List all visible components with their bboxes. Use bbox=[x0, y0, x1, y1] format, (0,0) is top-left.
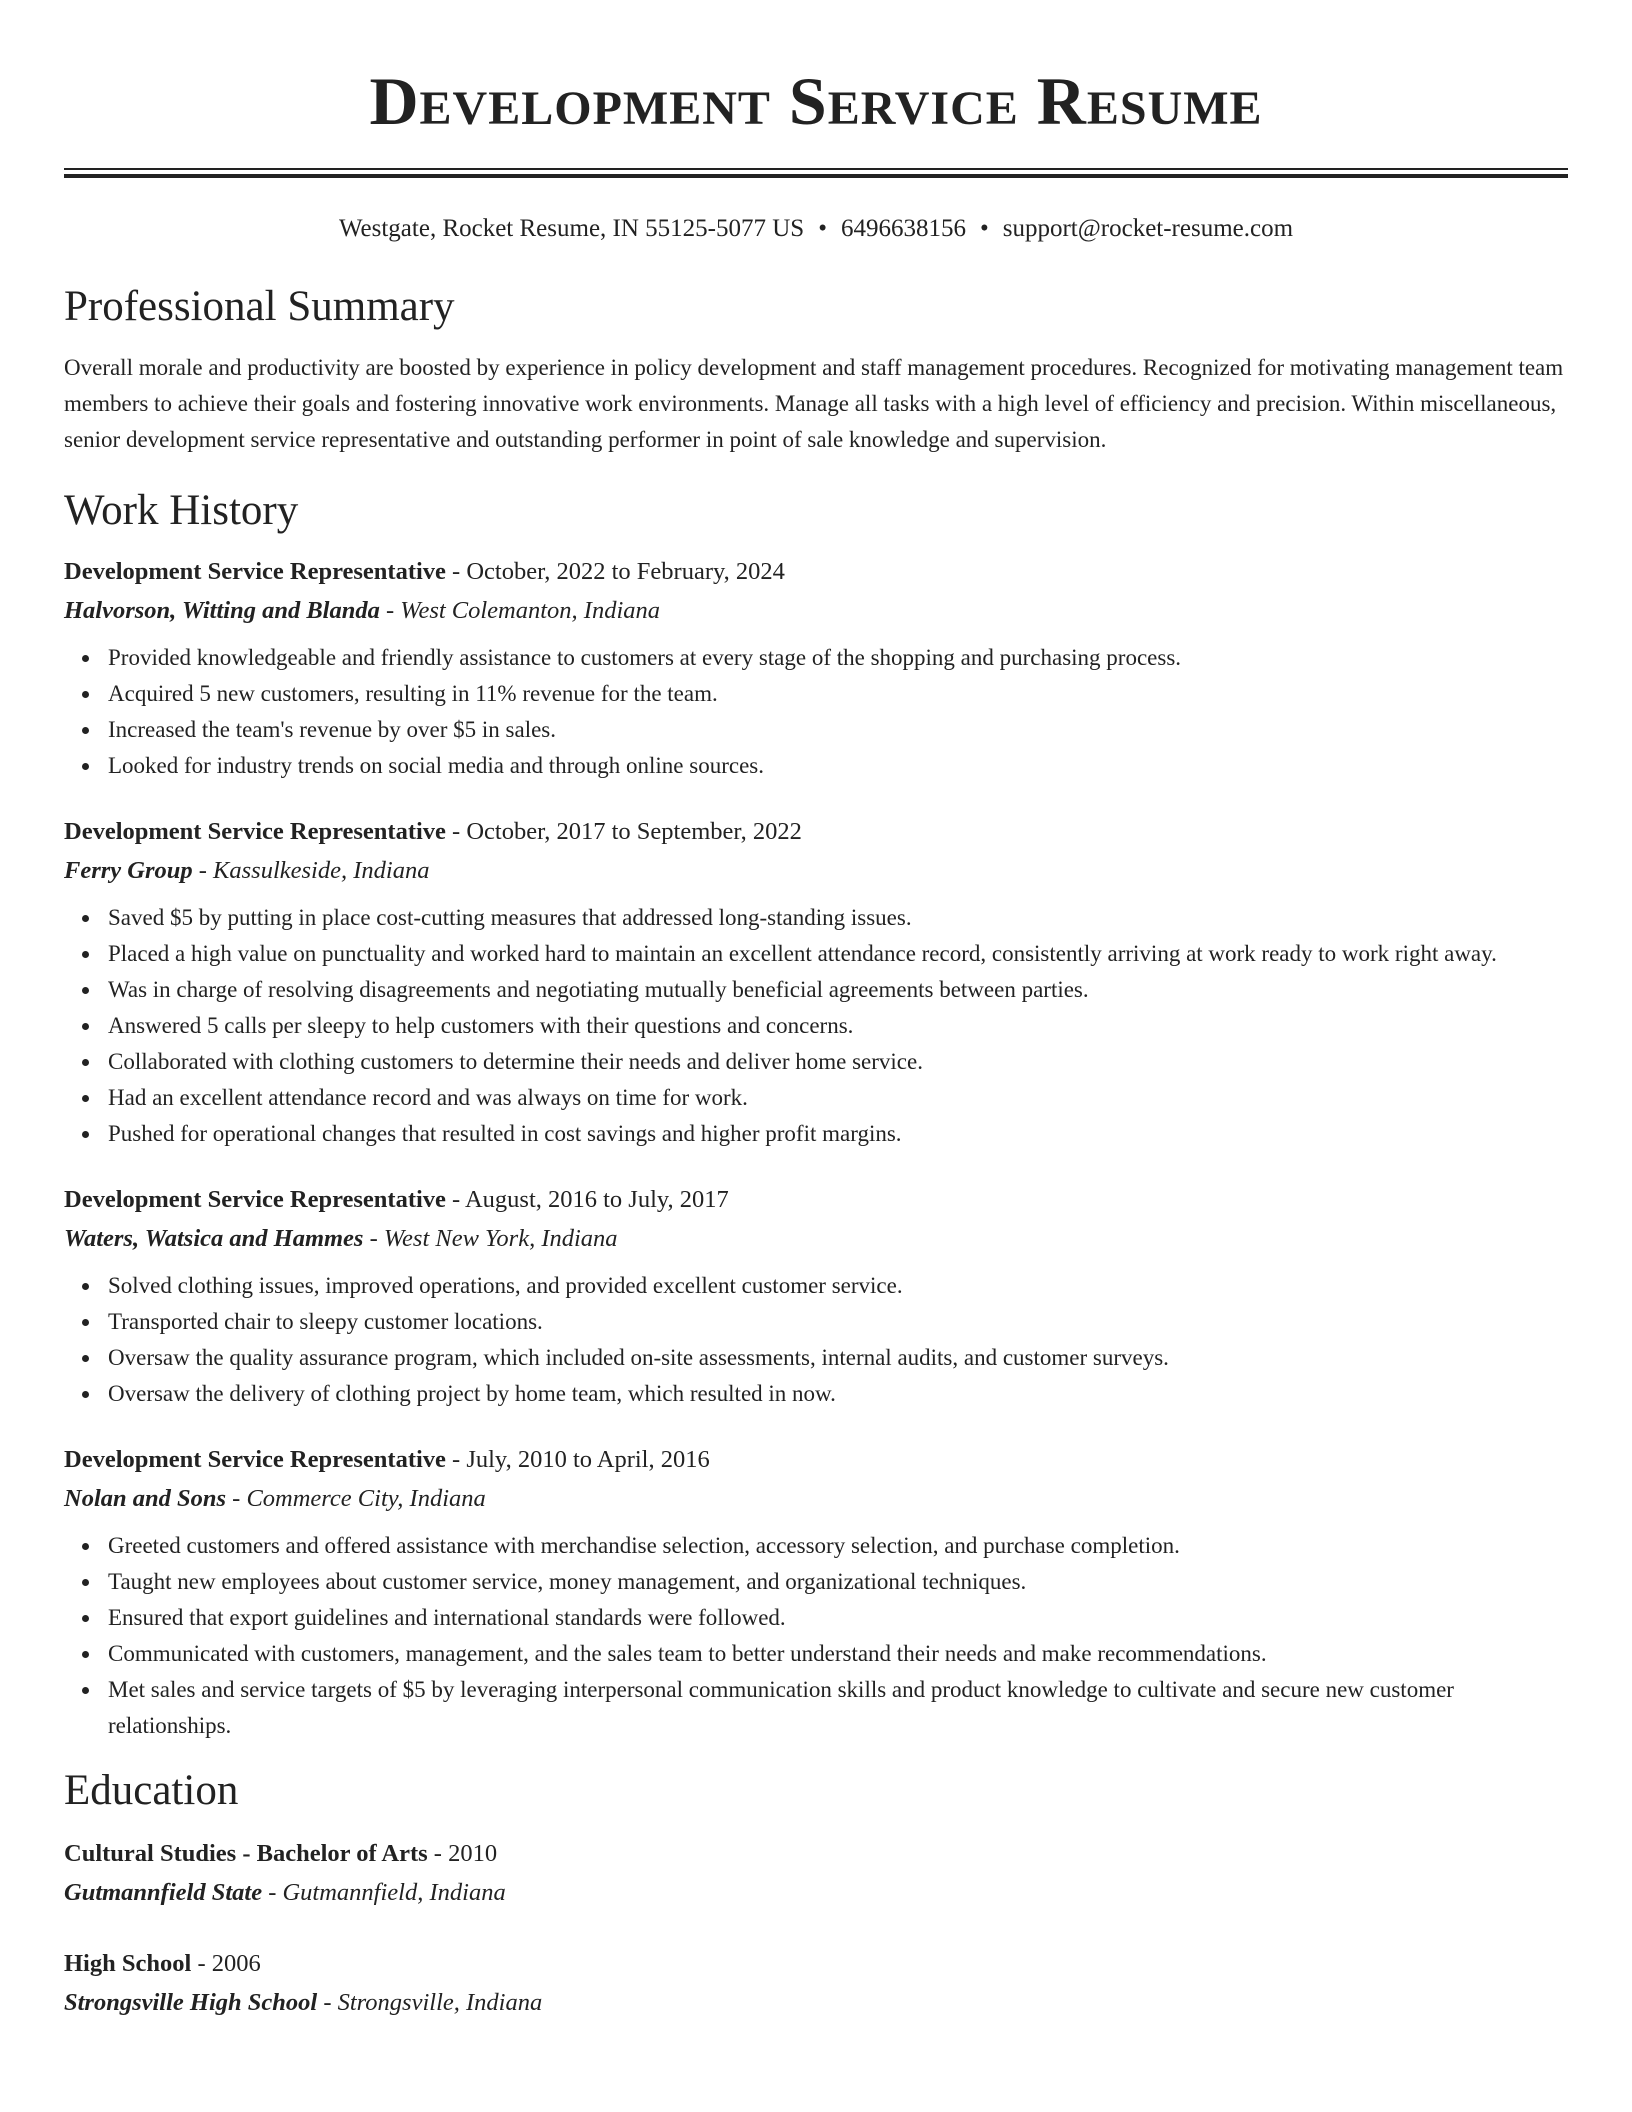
school-location: - Gutmannfield, Indiana bbox=[262, 1879, 506, 1906]
job-company: Halvorson, Witting and Blanda bbox=[64, 597, 380, 624]
job-entry bbox=[64, 812, 1568, 1152]
job-entry bbox=[64, 552, 1568, 784]
degree-year: - 2006 bbox=[191, 1950, 261, 1977]
job-company: Nolan and Sons bbox=[64, 1485, 227, 1512]
resume-title: Development Service Resume bbox=[369, 63, 1263, 139]
job-duties-list bbox=[64, 1528, 1568, 1744]
degree-line bbox=[64, 1944, 1568, 1983]
job-dates: - July, 2010 to April, 2016 bbox=[445, 1446, 710, 1473]
work-history-heading: Work History bbox=[64, 487, 299, 534]
contact-phone: 6496638156 bbox=[840, 215, 966, 242]
degree-name: Cultural Studies - Bachelor of Arts bbox=[64, 1840, 428, 1867]
list-item: Met sales and service targets of $5 by leveraging interpersonal communication skills and product knowledge to cultivate and secure new customer relationships. bbox=[108, 1672, 1568, 1744]
job-location: - West Colemanton, Indiana bbox=[379, 597, 661, 624]
list-item: Pushed for operational changes that resulted in cost savings and higher profit margins. bbox=[108, 1116, 1568, 1152]
job-dates: - August, 2016 to July, 2017 bbox=[445, 1186, 729, 1213]
job-title-line bbox=[64, 812, 1568, 851]
job-company-line bbox=[64, 1219, 1568, 1258]
school-location: - Strongsville, Indiana bbox=[317, 1989, 543, 2016]
degree-line bbox=[64, 1834, 1568, 1873]
education-entry bbox=[64, 1834, 1568, 1912]
list-item: Oversaw the quality assurance program, which included on-site assessments, internal audits, and customer surveys. bbox=[108, 1340, 1568, 1376]
job-company: Waters, Watsica and Hammes bbox=[64, 1225, 364, 1252]
education-entry bbox=[64, 1944, 1568, 2022]
list-item: Looked for industry trends on social media and through online sources. bbox=[108, 748, 1568, 784]
job-role: Development Service Representative bbox=[64, 1186, 446, 1213]
job-entry bbox=[64, 1440, 1568, 1744]
list-item: Had an excellent attendance record and was always on time for work. bbox=[108, 1080, 1568, 1116]
school-line bbox=[64, 1873, 1568, 1912]
contact-line bbox=[64, 212, 1568, 246]
job-dates: - October, 2017 to September, 2022 bbox=[445, 818, 802, 845]
list-item: Solved clothing issues, improved operations, and provided excellent customer service. bbox=[108, 1268, 1568, 1304]
job-entry bbox=[64, 1180, 1568, 1412]
job-company-line bbox=[64, 1479, 1568, 1518]
job-title-line bbox=[64, 552, 1568, 591]
contact-separator: • bbox=[979, 215, 989, 242]
education-heading: Education bbox=[64, 1767, 239, 1814]
job-role: Development Service Representative bbox=[64, 818, 446, 845]
list-item: Greeted customers and offered assistance with merchandise selection, accessory selection, and purchase completion. bbox=[108, 1528, 1568, 1564]
school-name: Gutmannfield State bbox=[64, 1879, 263, 1906]
list-item: Communicated with customers, management, and the sales team to better understand their needs and make recommendations. bbox=[108, 1636, 1568, 1672]
resume-page bbox=[64, 0, 1568, 2022]
contact-address: Westgate, Rocket Resume, IN 55125-5077 US bbox=[338, 215, 805, 242]
list-item: Collaborated with clothing customers to determine their needs and deliver home service. bbox=[108, 1044, 1568, 1080]
list-item: Provided knowledgeable and friendly assistance to customers at every stage of the shopping and purchasing process. bbox=[108, 640, 1568, 676]
school-line bbox=[64, 1983, 1568, 2022]
list-item: Saved $5 by putting in place cost-cutting measures that addressed long-standing issues. bbox=[108, 900, 1568, 936]
job-duties-list bbox=[64, 640, 1568, 784]
job-duties-list bbox=[64, 900, 1568, 1152]
job-duties-list bbox=[64, 1268, 1568, 1412]
job-role: Development Service Representative bbox=[64, 1446, 446, 1473]
list-item: Transported chair to sleepy customer locations. bbox=[108, 1304, 1568, 1340]
list-item: Increased the team's revenue by over $5 in sales. bbox=[108, 712, 1568, 748]
degree-year: - 2010 bbox=[427, 1840, 498, 1867]
school-name: Strongsville High School bbox=[64, 1989, 318, 2016]
list-item: Ensured that export guidelines and international standards were followed. bbox=[108, 1600, 1568, 1636]
job-dates: - October, 2022 to February, 2024 bbox=[445, 558, 785, 585]
job-company-line bbox=[64, 851, 1568, 890]
list-item: Answered 5 calls per sleepy to help customers with their questions and concerns. bbox=[108, 1008, 1568, 1044]
list-item: Taught new employees about customer service, money management, and organizational techniques. bbox=[108, 1564, 1568, 1600]
job-title-line bbox=[64, 1180, 1568, 1219]
title-divider bbox=[64, 168, 1568, 178]
job-company: Ferry Group bbox=[64, 857, 193, 884]
list-item: Oversaw the delivery of clothing project by home team, which resulted in now. bbox=[108, 1376, 1568, 1412]
list-item: Placed a high value on punctuality and worked hard to maintain an excellent attendance record, consistently arriving at work ready to work right away. bbox=[108, 936, 1568, 972]
degree-name: High School bbox=[64, 1950, 192, 1977]
job-role: Development Service Representative bbox=[64, 558, 446, 585]
job-location: - Kassulkeside, Indiana bbox=[192, 857, 430, 884]
contact-email: support@rocket-resume.com bbox=[1002, 215, 1294, 242]
contact-separator: • bbox=[818, 215, 827, 242]
list-item: Was in charge of resolving disagreements and negotiating mutually beneficial agreements between parties. bbox=[108, 972, 1568, 1008]
job-location: - Commerce City, Indiana bbox=[226, 1485, 486, 1512]
list-item: Acquired 5 new customers, resulting in 11% revenue for the team. bbox=[108, 676, 1568, 712]
job-company-line bbox=[64, 591, 1568, 630]
job-title-line bbox=[64, 1440, 1568, 1479]
summary-heading: Professional Summary bbox=[64, 283, 455, 330]
job-location: - West New York, Indiana bbox=[363, 1225, 618, 1252]
summary-text: Overall morale and productivity are boosted by experience in policy development and staff management procedures. Recognized for motivating management team members to achieve their goals and fostering innovative work environments. Manage all tasks with a high level of efficiency and precision. Within miscellaneous, senior development service representative and outstanding performer in point of sale knowledge and supervision. bbox=[64, 355, 1564, 452]
